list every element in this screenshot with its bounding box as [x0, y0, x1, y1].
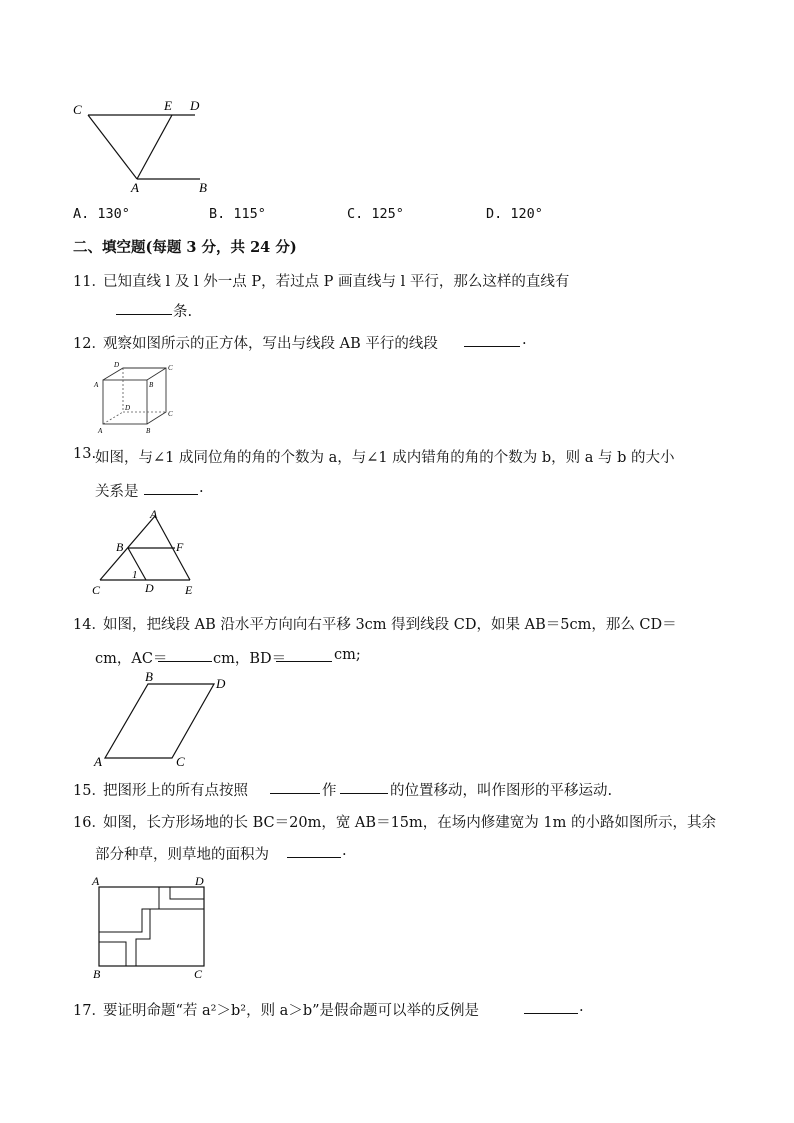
fig14-label-c: C [176, 754, 185, 769]
q13-text: 如图，与∠1 成同位角的角的个数为 a，与∠1 成内错角的角的个数为 b，则 a 与 b 的大小 [95, 450, 675, 466]
fig13-label-b: B [116, 540, 124, 554]
fig13-label-e: E [185, 583, 193, 597]
fig13-label-d: D [145, 581, 154, 595]
fig12-label-a: A [98, 427, 103, 435]
fig13-label-a: A [150, 507, 158, 521]
q11-blank [116, 314, 172, 315]
option-c: C. 125° [347, 206, 404, 222]
fig12-label-b: B [146, 427, 151, 435]
q15-text-b: 作 [322, 783, 337, 799]
fig12-label-b1: B [149, 381, 154, 389]
q15-blank-distance [340, 793, 388, 794]
fig10-label-e: E [164, 98, 172, 113]
fig10-label-a: A [131, 180, 139, 195]
fig12-label-a1: A [94, 381, 99, 389]
q10-figure [68, 92, 218, 198]
q14-blank-bd [276, 661, 332, 662]
fig16-label-d: D [195, 874, 204, 888]
q17-text: 要证明命题“若 a²＞b²，则 a＞b”是假命题可以举的反例是 [103, 1003, 480, 1019]
q16-number: 16． [73, 815, 106, 831]
q16-blank [287, 857, 341, 858]
q11-suffix: 条. [173, 304, 193, 320]
fig12-label-c1: C [168, 364, 173, 372]
q12-number: 12． [73, 336, 106, 352]
fig16-label-b: B [93, 967, 101, 981]
q16-text: 如图，长方形场地的长 BC＝20m，宽 AB＝15m，在场内修建宽为 1m 的小路如图所示，其余 [103, 815, 716, 831]
fig16-label-a: A [92, 874, 100, 888]
fig10-label-d: D [190, 98, 200, 113]
q13-number: 13. [73, 446, 97, 462]
q13-blank [144, 494, 198, 495]
q12-blank [464, 346, 520, 347]
option-a: A. 130° [73, 206, 130, 222]
fig13-label-f: F [176, 540, 184, 554]
fig14-label-a: A [94, 754, 102, 769]
fig12-label-c: C [168, 410, 173, 418]
fig14-label-d: D [216, 676, 226, 691]
fig12-label-d1: D [114, 361, 120, 369]
q12-cube-figure [90, 360, 182, 436]
fig12-label-d: D [125, 404, 131, 412]
fig14-label-b: B [145, 669, 153, 684]
fig16-label-c: C [194, 967, 203, 981]
q14-part-a: cm，AC＝ [95, 651, 168, 667]
option-d: D. 120° [486, 206, 543, 222]
q16-end: . [342, 843, 347, 859]
q11-number: 11． [73, 274, 106, 290]
q16-line2: 部分种草，则草地的面积为 [95, 847, 269, 863]
fig13-label-1: 1 [132, 569, 138, 581]
q15-blank-direction [270, 793, 320, 794]
q14-parallelogram-figure [88, 668, 238, 770]
q14-part-c: cm; [334, 647, 361, 663]
q17-blank [524, 1013, 578, 1014]
q15-number: 15． [73, 783, 106, 799]
q13-triangle-figure [88, 506, 208, 598]
fig10-label-b: B [199, 180, 207, 195]
q13-end: . [199, 480, 204, 496]
section-title: 二、填空题(每题 3 分，共 24 分) [73, 239, 297, 256]
q14-blank-ac [158, 661, 212, 662]
option-b: B. 115° [209, 206, 266, 222]
q14-part-b: cm，BD＝ [213, 651, 287, 667]
q16-field-figure [88, 872, 218, 982]
q15-text-c: 的位置移动，叫作图形的平移运动. [390, 783, 613, 799]
q11-text: 已知直线 l 及 l 外一点 P，若过点 P 画直线与 l 平行，那么这样的直线有 [103, 274, 570, 290]
fig13-label-c: C [92, 583, 101, 597]
q12-end: . [522, 332, 527, 348]
q15-text-a: 把图形上的所有点按照 [103, 783, 248, 799]
q17-end: . [579, 999, 584, 1015]
q13-line2: 关系是 [95, 484, 139, 500]
fig10-label-c: C [73, 102, 82, 117]
q14-number: 14． [73, 617, 106, 633]
q12-text: 观察如图所示的正方体，写出与线段 AB 平行的线段 [103, 336, 438, 352]
q17-number: 17． [73, 1003, 106, 1019]
q14-text: 如图，把线段 AB 沿水平方向向右平移 3cm 得到线段 CD，如果 AB＝5cm，那么 CD＝ [103, 617, 677, 633]
